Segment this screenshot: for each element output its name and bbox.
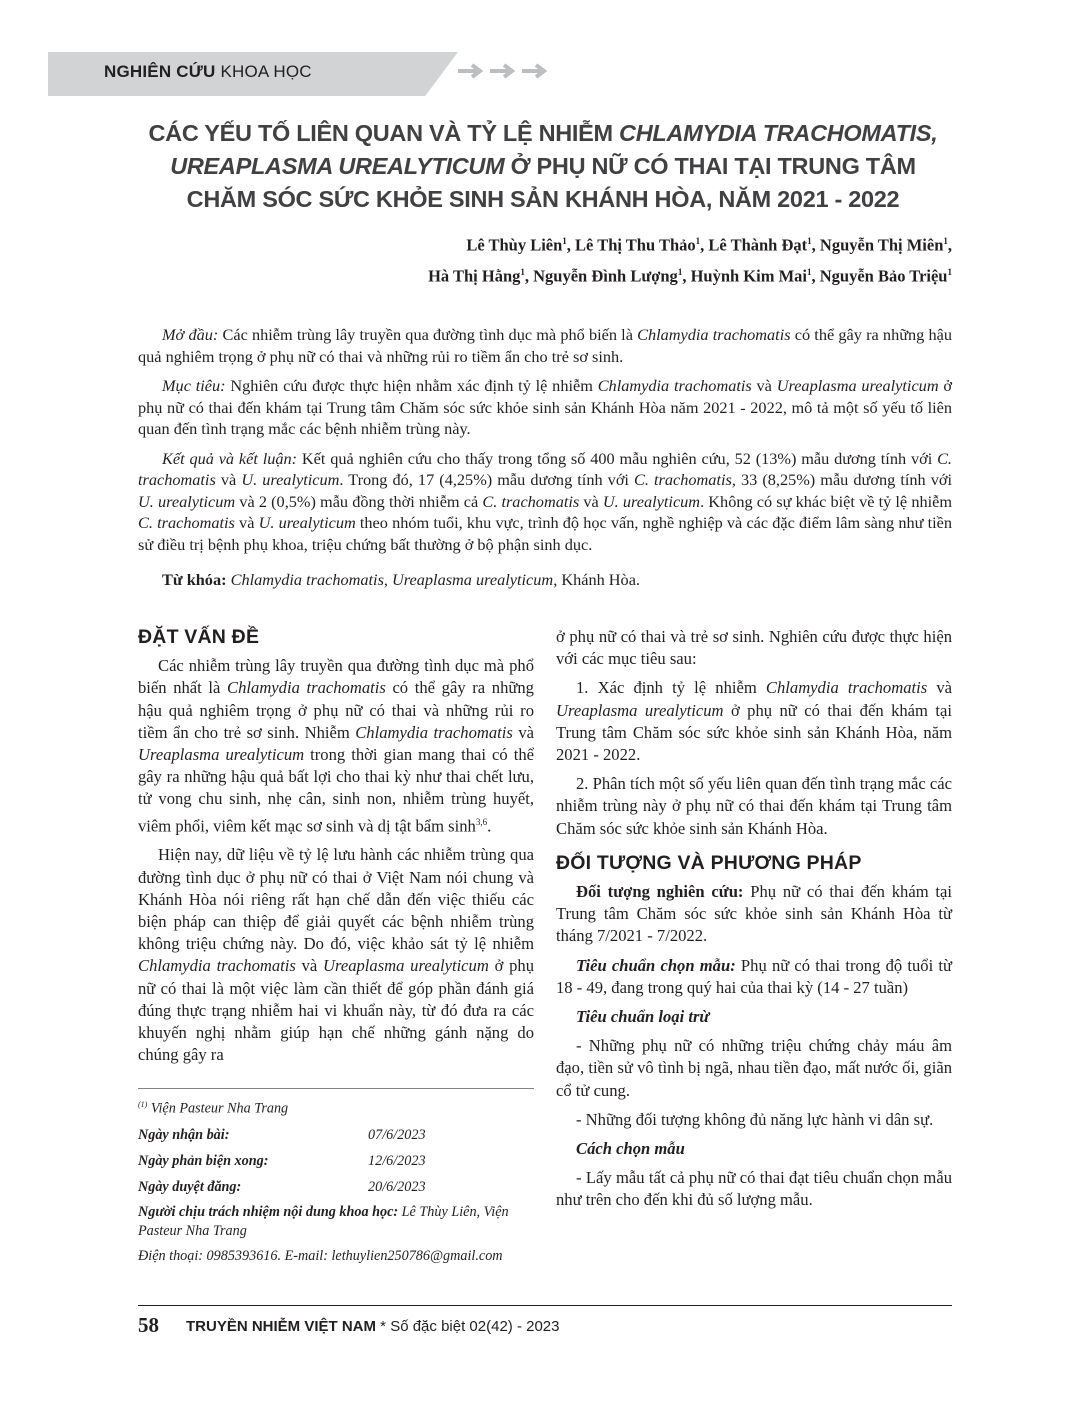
- author-affiliation-mark: 1: [562, 236, 567, 246]
- arrow-decoration: [456, 63, 550, 79]
- section-heading-methods: ĐỐI TƯỢNG VÀ PHƯƠNG PHÁP: [556, 851, 862, 874]
- author-affiliation-mark: 1: [947, 266, 952, 277]
- arrow-right-icon: [488, 63, 518, 79]
- arrow-right-icon: [520, 63, 550, 79]
- author-name: Lê Thùy Liên: [466, 235, 563, 255]
- subjects-paragraph: Đối tượng nghiên cứu: Phụ nữ có thai đến khám tại Trung tâm Chăm sóc sức khỏe sinh sản Khánh Hòa từ tháng 7/2021 - 7/2022.: [556, 882, 952, 946]
- author-affiliation-mark: 1: [807, 266, 812, 277]
- date-reviewed: Ngày phản biện xong: 12/6/2023: [138, 1152, 426, 1169]
- abstract: [138, 324, 952, 599]
- footer-rule: [138, 1305, 952, 1306]
- inclusion-paragraph: Tiêu chuẩn chọn mẫu: Phụ nữ có thai trong độ tuổi từ 18 - 49, đang trong quý hai của thai kỳ (14 - 27 tuần): [556, 955, 952, 997]
- column-left: [138, 626, 534, 1073]
- contact-info: Điện thoại: 0985393616. E-mail: lethuylien250786@gmail.com: [138, 1247, 503, 1264]
- paragraph: ở phụ nữ có thai và trẻ sơ sinh. Nghiên cứu được thực hiện với các mục tiêu sau:: [556, 627, 952, 669]
- section-heading-introduction: ĐẶT VẤN ĐỀ: [138, 626, 260, 648]
- page-number: 58: [138, 1313, 159, 1337]
- section-label: NGHIÊN CỨU KHOA HỌC: [104, 62, 312, 81]
- author-name: Nguyễn Bảo Triệu: [819, 266, 948, 285]
- author-affiliation-mark: 1: [520, 266, 525, 277]
- author-name: Lê Thành Đạt: [708, 235, 808, 255]
- author-name: Nguyễn Đình Lượng: [533, 266, 678, 285]
- author-list: [192, 228, 952, 289]
- exclusion-item: - Những đối tượng không đủ năng lực hành vi dân sự.: [576, 1109, 934, 1129]
- arrow-right-icon: [456, 63, 486, 79]
- author-name: Huỳnh Kim Mai: [690, 266, 807, 285]
- author-affiliation-mark: 1: [943, 236, 948, 246]
- column-right: [556, 626, 952, 1219]
- author-name: Lê Thị Thu Thảo: [575, 235, 696, 255]
- abstract-results: Kết quả và kết luận: Kết quả nghiên cứu cho thấy trong tổng số 400 mẫu nghiên cứu, 52 (13%) mẫu dương tính với C. trachomatis và U. urealyticum. Trong đó, 17 (4,25%) mẫu dương tính với C. trachomatis, 33 (8,25%) mẫu dương tính với U. urealyticum và 2 (0,5%) mẫu đồng thời nhiễm cả C. trachomatis và U. urealyticum. Không có sự khác biệt về tỷ lệ nhiễm C. trachomatis và U. urealyticum theo nhóm tuổi, khu vực, trình độ học vấn, nghề nghiệp và các đặc điểm lâm sàng như tiền sử điều trị bệnh phụ khoa, triệu chứng bất thường ở bộ phận sinh dục.: [138, 448, 953, 554]
- article-title: CÁC YẾU TỐ LIÊN QUAN VÀ TỶ LỆ NHIỄM CHLAMYDIA TRACHOMATIS, UREAPLASMA UREALYTICUM Ở PHỤ NỮ CÓ THAI TẠI TRUNG TÂM CHĂM SÓC SỨC KHỎE SINH SẢN KHÁNH HÒA, NĂM 2021 - 2022: [148, 120, 938, 212]
- footnote: [138, 1092, 534, 1266]
- abstract-aim: Mục tiêu: Nghiên cứu được thực hiện nhằm xác định tỷ lệ nhiễm Chlamydia trachomatis và Ureaplasma urealyticum ở phụ nữ có thai đến khám tại Trung tâm Chăm sóc sức khỏe sinh sản Khánh Hòa năm 2021 - 2022, mô tả một số yếu tố liên quan đến tình trạng mắc các bệnh nhiễm trùng này.: [138, 376, 952, 438]
- author-name: Nguyễn Thị Miên: [819, 235, 944, 255]
- exclusion-item: - Những phụ nữ có những triệu chứng chảy máu âm đạo, tiền sử vô tình bị ngã, nhau tiền đạo, mất nước ối, giãn cổ tử cung.: [556, 1036, 952, 1100]
- responsible-author: Người chịu trách nhiệm nội dung khoa học: Lê Thùy Liên, Viện Pasteur Nha Trang: [138, 1203, 509, 1239]
- author-affiliation-mark: 1: [677, 266, 683, 277]
- affiliation: $^{(1)}$ Viện Pasteur Nha Trang: [138, 1100, 289, 1117]
- exclusion-heading: Tiêu chuẩn loại trừ: [576, 1007, 710, 1027]
- abstract-intro: Mở đầu: Các nhiễm trùng lây truyền qua đường tình dục mà phổ biến là Chlamydia trachomatis có thể gây ra những hậu quả nghiêm trọng ở phụ nữ có thai và những rủi ro tiềm ẩn cho trẻ sơ sinh.: [138, 325, 953, 366]
- footnote-rule: [138, 1088, 534, 1089]
- date-received: Ngày nhận bài: 07/6/2023: [138, 1126, 426, 1143]
- objective-1: 1. Xác định tỷ lệ nhiễm Chlamydia trachomatis và Ureaplasma urealyticum ở phụ nữ có thai đến khám tại Trung tâm Chăm sóc sức khỏe sinh sản Khánh Hòa, năm 2021 - 2022.: [556, 678, 952, 765]
- author-name: Hà Thị Hằng: [428, 266, 521, 285]
- journal-name: TRUYỀN NHIỄM VIỆT NAM * Số đặc biệt 02(42) - 2023: [186, 1318, 560, 1335]
- sampling-heading: Cách chọn mẫu: [576, 1139, 685, 1159]
- sampling-item: - Lấy mẫu tất cả phụ nữ có thai đạt tiêu chuẩn chọn mẫu như trên cho đến khi đủ số lượng mẫu.: [556, 1168, 952, 1210]
- author-line-2: Hà Thị Hằng$^1$, Nguyễn Đình Lượng$^1$, Huỳnh Kim Mai$^1$, Nguyễn Bảo Triệu$^1$: [428, 266, 952, 285]
- author-affiliation-mark: 1: [807, 236, 812, 246]
- paragraph: Hiện nay, dữ liệu về tỷ lệ lưu hành các nhiễm trùng qua đường tình dục ở phụ nữ có thai ở Việt Nam nói chung và Khánh Hòa nói riêng rất hạn chế dẫn đến việc thiếu các biện pháp can thiệp để giải quyết các bệnh nhiễm trùng không triệu chứng này. Do đó, việc khảo sát tỷ lệ nhiễm Chlamydia trachomatis và Ureaplasma urealyticum ở phụ nữ có thai là một việc làm cần thiết để góp phần đánh giá đúng thực trạng nhiễm hai vi khuẩn này, từ đó đưa ra các khuyến nghị nhằm giúp hạn chế những gánh nặng do chúng gây ra: [138, 845, 534, 1065]
- paragraph: Các nhiễm trùng lây truyền qua đường tình dục mà phổ biến nhất là Chlamydia trachomatis có thể gây ra những hậu quả nghiêm trọng ở phụ nữ có thai và những rủi ro tiềm ẩn cho trẻ sơ sinh. Nhiễm Chlamydia trachomatis và Ureaplasma urealyticum trong thời gian mang thai có thể gây ra những hậu quả bất lợi cho thai kỳ như thai chết lưu, tử vong chu sinh, nhẹ cân, sinh non, nhiễm trùng huyết, viêm phổi, viêm kết mạc sơ sinh và dị tật bẩm $\sinh^{3,6}$.: [138, 656, 534, 836]
- objective-2: 2. Phân tích một số yếu liên quan đến tình trạng mắc các nhiễm trùng này ở phụ nữ có thai đến khám tại Trung tâm Chăm sóc sức khỏe sinh sản Khánh Hòa.: [556, 774, 952, 838]
- author-line-1: Lê Thùy Liên$^1$, Lê Thị Thu Thảo$^1$, Lê Thành Đạt$^1$, Nguyễn Thị Miên$^1$,: [466, 235, 952, 255]
- date-accepted: Ngày duyệt đăng: 20/6/2023: [138, 1178, 426, 1195]
- abstract-keywords: Từ khóa: Chlamydia trachomatis, Ureaplasma urealyticum, Khánh Hòa.: [162, 570, 640, 589]
- author-affiliation-mark: 1: [695, 236, 701, 246]
